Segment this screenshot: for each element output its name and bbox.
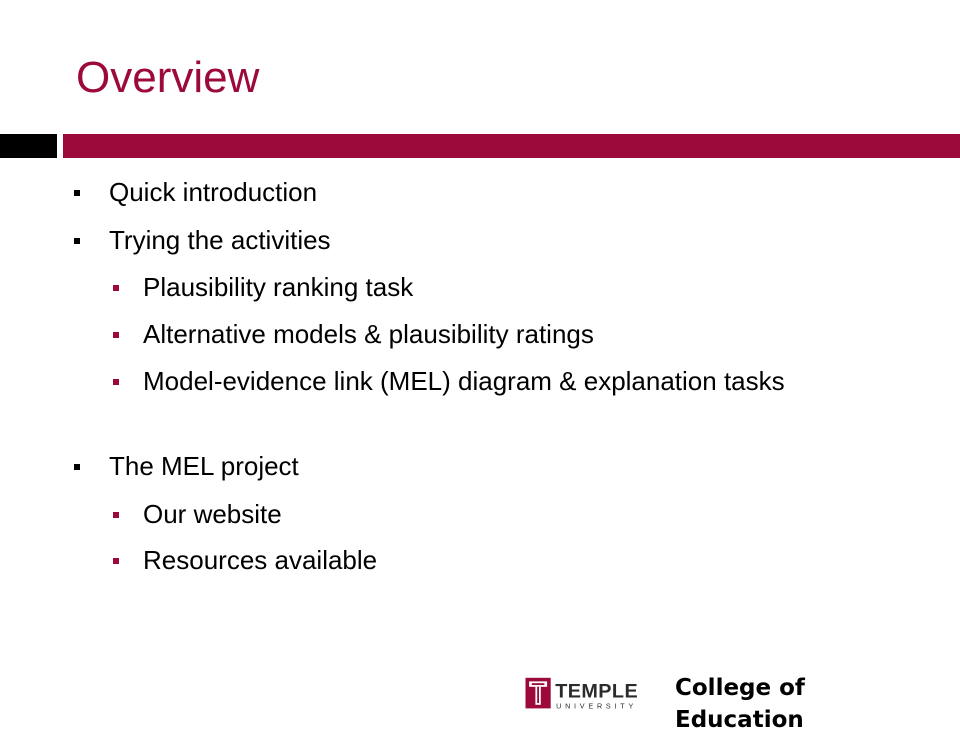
bullet-text: Our website [143, 499, 282, 529]
bullet-text: Trying the activities [109, 225, 331, 255]
bullet-text: Quick introduction [109, 177, 318, 207]
logo-wordmark: TEMPLE [555, 680, 639, 703]
sub-bullet-item [143, 269, 863, 305]
bullet-item [109, 222, 331, 258]
square-bullet-icon [113, 332, 119, 338]
sub-bullet-item [143, 363, 863, 399]
sub-bullet-item [143, 496, 863, 532]
college-name: College of Education [675, 675, 805, 733]
bullet-text: Alternative models & plausibility ratings [143, 319, 594, 349]
square-bullet-icon [113, 512, 119, 518]
temple-university-logo [518, 676, 668, 712]
sub-bullet-item [143, 542, 863, 578]
square-bullet-icon [113, 379, 119, 385]
sub-bullet-item [143, 316, 863, 352]
bullet-text: Plausibility ranking task [143, 272, 414, 302]
logo-subtext: UNIVERSITY [556, 701, 638, 711]
square-bullet-icon [74, 190, 80, 196]
bullet-text: Model-evidence link (MEL) diagram & explanation tasks [143, 366, 785, 396]
bullet-text: The MEL project [109, 451, 299, 481]
square-bullet-icon [113, 558, 119, 564]
slide-title: Overview [76, 53, 260, 102]
square-bullet-icon [74, 238, 80, 244]
square-bullet-icon [113, 285, 119, 291]
bullet-text: Resources available [143, 545, 378, 575]
bullet-item [109, 174, 317, 210]
bullet-item [109, 448, 299, 484]
square-bullet-icon [74, 464, 80, 470]
